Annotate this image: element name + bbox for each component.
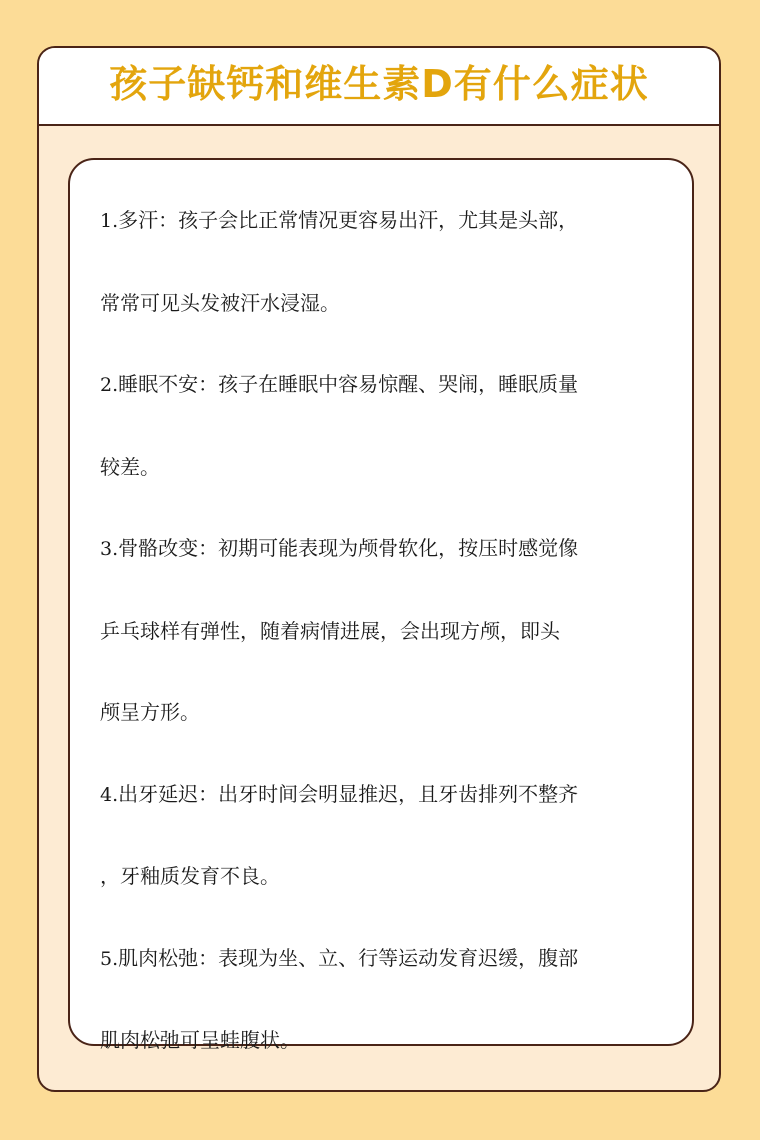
symptom-item-2-line-2: 较差。 [100, 454, 160, 479]
symptom-item-1-text: 多汗：孩子会比正常情况更容易出汗，尤其是头部， [118, 208, 579, 232]
symptom-list [100, 180, 670, 1082]
symptom-item-5-text: 肌肉松弛：表现为坐、立、行等运动发育迟缓，腹部 [118, 945, 579, 970]
symptom-item-4-text: 出牙延迟：出牙时间会明显推迟，且牙齿排列不整齐 [118, 781, 579, 806]
page-title: 孩子缺钙和维生素D有什么症状 [109, 62, 649, 106]
content-card [68, 158, 694, 1052]
symptom-item-4-line-1 [100, 754, 670, 837]
symptom-item-5-number: 5. [100, 947, 119, 970]
symptom-item-3-line-1 [100, 508, 670, 591]
symptom-item-3-line-2: 乒乓球样有弹性，随着病情进展，会出现方颅，即头 [100, 618, 560, 643]
symptom-item-4-number: 4. [100, 783, 119, 806]
symptom-item-3-line-3: 颅呈方形。 [100, 700, 200, 724]
symptom-item-1-line-2: 常常可见头发被汗水浸湿。 [100, 290, 340, 315]
symptom-item-1-line-1 [100, 180, 670, 263]
symptom-item-3-number: 3. [100, 538, 119, 560]
symptom-item-1-number: 1. [100, 210, 119, 232]
symptom-item-2-number: 2. [100, 374, 119, 396]
symptom-item-2-line-1 [100, 344, 670, 427]
symptom-item-2-text: 睡眠不安：孩子在睡眠中容易惊醒、哭闹，睡眠质量 [118, 372, 579, 396]
symptom-item-4-line-2: ，牙釉质发育不良。 [100, 864, 280, 888]
symptom-item-3-text: 骨骼改变：初期可能表现为颅骨软化，按压时感觉像 [118, 536, 579, 560]
symptom-item-5-line-2: 肌肉松弛可呈蛙腹状。 [100, 1028, 300, 1052]
title-bar [39, 48, 719, 126]
outer-card [37, 46, 721, 1092]
symptom-item-5-line-1 [100, 918, 670, 1001]
